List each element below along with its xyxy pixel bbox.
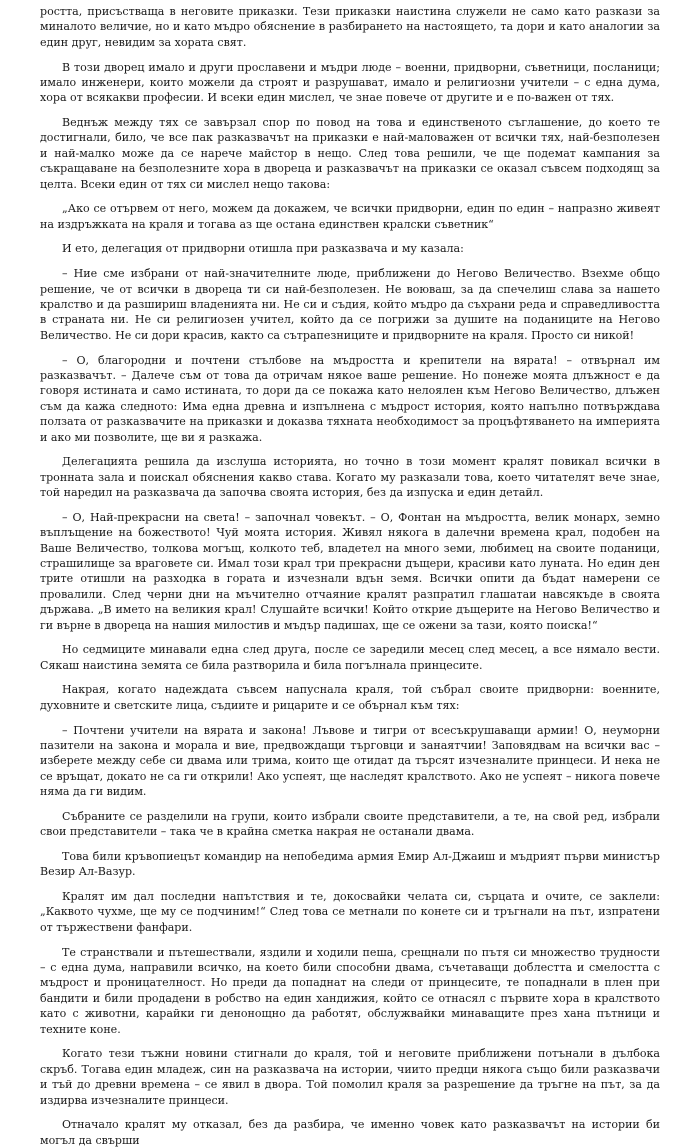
paragraph-1: ростта, присъстваща в неговите приказки. Тези приказки наистина служели не само като разкази за миналото величие, но и като мъдро обяснение в разбирането на настоящето, та дори и като аналогии за един друг, невидим за хората свят. [40,5,660,49]
paragraph-5: И ето, делегация от придворни отишла при разказвача и му казала: [62,242,464,256]
paragraph-9: – О, Най-прекрасни на света! – започнал човекът. – О, Фонтан на мъдростта, велик монарх, земно въплъщение на божеството! Чуй моята история. Живял някога в далечни времена крал, подобен на Ваше Величество, толкова могъщ, колкото теб, владетел на много земи, любимец на своите поданици, страшилище за враговете си. Имал този крал три прекрасни дъщери, красиви като луната. Но един ден трите отишли на разходка в гората и изчезнали вдън земя. Всички опити да бъдат намерени се провалили. След черни дни на мъчително отчаяние кралят разпратил глашатаи навсякъде в своята държава. „В името на великия крал! Слушайте всички! Който открие дъщерите на Негово Величество и ги върне в двореца на нашия милостив и мъдър падишах, ще се ожени за тази, която поиска!“ [40,510,660,632]
paragraph-4: „Ако се отървем от него, можем да докажем, че всички придворни, един по един – напразно живеят на издръжката на краля и тогава аз ще остана единствен кралски съветник“ [40,202,660,231]
paragraph-18: Отначало кралят му отказал, без да разбира, че именно човек като разказвачът на истории би могъл да свърши [40,1118,660,1147]
paragraph-12: – Почтени учители на вярата и закона! Лъвове и тигри от всесъкрушаващи армии! О, неуморни пазители на закона и морала и вие, предвождащи търговци и занаятчии! Заповядвам на всички вас – изберете между себе си двама или трима, които ще отидат да търсят изчезналите принцеси. И нека не се връщат, докато не са ги открили! Ако успеят, ще наследят кралството. Ако не успеят – никога повече няма да ги видим. [40,723,660,799]
paragraph-10: Но седмиците минавали една след друга, после се заредили месец след месец, а все нямало вести. Сякаш наистина земята се била разтворила и била погълнала принцесите. [40,643,660,672]
paragraph-6: – Ние сме избрани от най-значителните люде, приближени до Негово Величество. Взехме общо решение, че от всички в двореца ти си най-безполезен. Не воюваш, за да спечелиш слава за нашето кралство и да разшириш владенията ни. Не си и съдия, който мъдро да съхрани реда и справедливостта в страната ни. Не си религиозен учител, който да се погрижи за душите на поданиците на Негово Величество. Не си дори красив, както са сътрапезниците и придворните на краля. Просто си никой! [40,267,660,342]
paragraph-11: Накрая, когато надеждата съвсем напуснала краля, той събрал своите придворни: военните, духовните и светските лица, съдиите и рицарите и се обърнал към тях: [40,683,660,712]
paragraph-16: Те странствали и пътешествали, яздили и ходили пеша, срещнали по пътя си множество трудности – с една дума, направили всичко, на което били способни двама, съчетаващи доблестта и смелостта с мъдрост и проницателност. Но преди да попаднат на следи от принцесите, те попаднали в плен при бандити и били продадени в робство на един хандижия, който се отнасял с първите хора в кралството като с животни, карайки ги денонощно да работят, обслужвайки минаващите през хана пътници и техните коне. [40,945,660,1036]
paragraph-17: Когато тези тъжни новини стигнали до краля, той и неговите приближени потънали в дълбока скръб. Тогава един младеж, син на разказвача на истории, чиито предци някога също били разказвачи и тъй до древни времена – се явил в двора. Той помолил краля за разрешение да тръгне на път, за да издирва изчезналите принцеси. [40,1047,660,1107]
paragraph-15: Кралят им дал последни напътствия и те, докосвайки челата си, сърцата и очите, се заклели: „Каквото чухме, ще му се подчиним!“ След това се метнали по конете си и тръгнали на път, изпратени от тържествени фанфари. [40,890,660,934]
paragraph-14: Това били кръвопиецът командир на непобедима армия Емир Ал-Джаиш и мъдрият първи министър Везир Ал-Вазур. [40,849,660,879]
paragraph-8: Делегацията решила да изслуша историята, но точно в този момент кралят повикал всички в тронната зала и поискал обяснения какво става. Когато му разказали това, което читателят вече знае, той наредил на разказвача да започва своята история, без да изпуска и един детайл. [40,455,660,500]
paragraph-3: Веднъж между тях се завързал спор по повод на това и единственото съглашение, до което те достигнали, било, че все пак разказвачът на приказки е най-маловажен от всички тях, най-безполезен и най-малко може да се нарече майстор в нещо. След това решили, че ще подемат кампания за съкращаване на безполезните хора в двореца и разказвачът на приказки се оказал съвсем подходящ за целта. Всеки един от тях си мислел нещо такова: [40,116,660,191]
paragraph-13: Събраните се разделили на групи, които избрали своите представители, а те, на свой ред, избрали свои представители – така че в крайна сметка накрая не останали двама. [40,809,660,839]
paragraph-7: – О, благородни и почтени стълбове на мъдростта и крепители на вярата! – отвърнал им разказвачът. – Далече съм от това да отричам някое ваше решение. Но понеже моята длъжност е да говоря истината и само истината, то дори да се покажа като нелоялен към Негово Величество, длъжен съм да кажа следното: Има една древна и изпълнена с мъдрост история, която напълно потвърждава ползата от разказвачите на приказки и доказва тяхната необходимост за процъфтяването на империята и ако ми позволите, ще ви я разкажа. [40,353,660,444]
paragraph-2: В този дворец имало и други прославени и мъдри люде – военни, придворни, съветници, посланици; имало инженери, които можели да строят и разрушават, имало и религиозни учители – с една дума, хора от всякакви професии. И всеки един мислел, че знае повече от другите и е по-важен от тях. [40,60,660,105]
